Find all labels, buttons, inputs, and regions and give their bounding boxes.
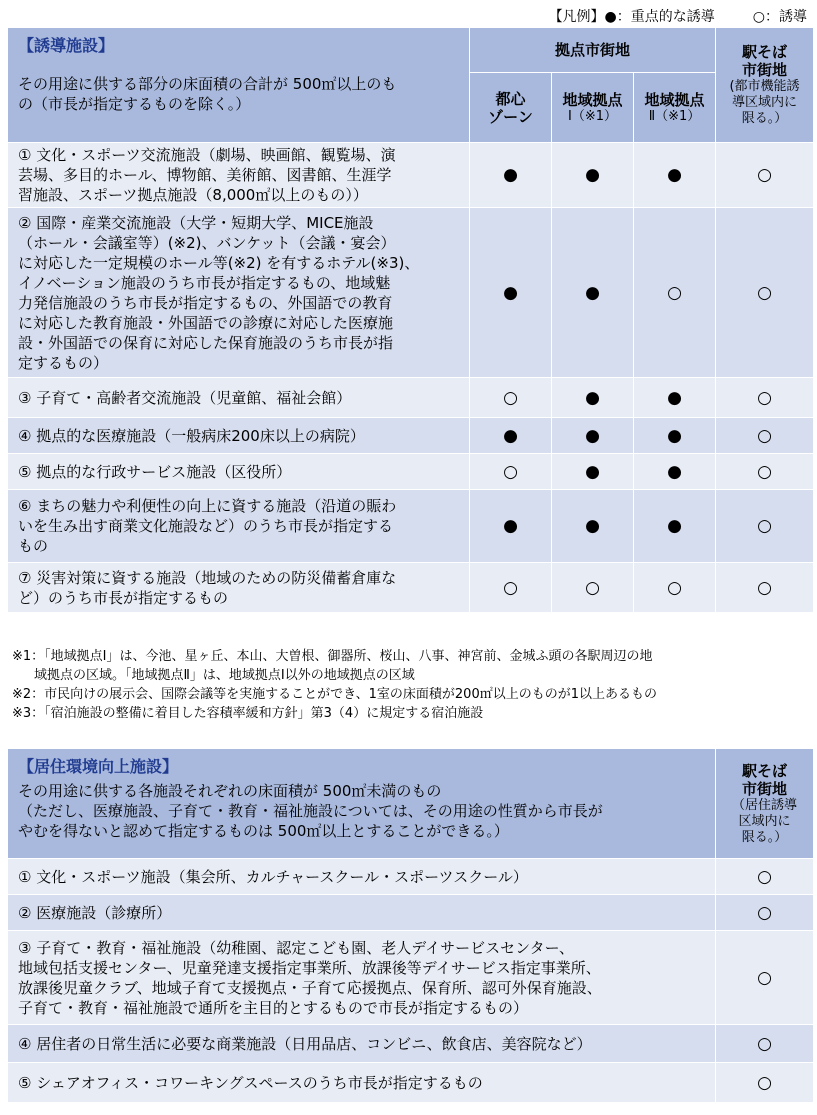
description-line: ③ 子育て・高齢者交流施設（児童館、福祉会館）: [18, 388, 352, 407]
priority-induction-mark: ●: [470, 418, 552, 454]
living-env-row: [8, 931, 814, 1025]
induction-mark: ○: [470, 454, 552, 490]
priority-induction-mark: ●: [552, 418, 634, 454]
induction-row: [8, 454, 814, 490]
description-line: ① 文化・スポーツ交流施設（劇場、映画館、観覧場、演: [18, 146, 396, 164]
description-line: 子育て・教育・福祉施設で通所を主目的とするもので市長が指定するもの）: [18, 998, 529, 1017]
induction-mark: ○: [716, 895, 814, 931]
group-header-hub: 拠点市街地: [470, 28, 716, 73]
priority-induction-mark: ●: [470, 143, 552, 208]
description-line: に対応した一定規模のホール等(※2) を有するホテル(※3)、: [18, 253, 420, 272]
description-line: 放課後児童クラブ、地域子育て支援拠点・子育て応援拠点、保育所、認可外保育施設、: [18, 978, 602, 997]
col-header-toshin: 都心 ゾーン: [470, 73, 552, 143]
induction-mark: ○: [470, 378, 552, 418]
induction-mark: ○: [552, 563, 634, 613]
section2-header: [8, 749, 716, 859]
description-line: に対応した教育施設・外国語での診療に対応した医療施: [18, 313, 394, 332]
facility-description: [8, 454, 470, 490]
description-line: ② 医療施設（診療所）: [18, 903, 172, 922]
note-1a: ※1：「地域拠点Ⅰ」は、今池、星ヶ丘、本山、大曽根、御器所、桜山、八事、神宮前、金城ふ頭の各駅周辺の地: [12, 649, 653, 664]
induction-mark: ○: [634, 208, 716, 378]
description-line: 芸場、多目的ホール、博物館、美術館、図書館、生涯学: [18, 166, 392, 184]
facility-description: [8, 418, 470, 454]
description-line: （ホール・会議室等）(※2)、バンケット（会議・宴会）: [18, 233, 396, 252]
description-line: ⑥ まちの魅力や利便性の向上に資する施設（沿道の賑わ: [18, 497, 397, 515]
footnotes: [12, 647, 807, 723]
section2-desc-line3: やむを得ないと認めて指定するものは 500㎡以上とすることができる。）: [18, 822, 509, 840]
description-line: もの: [18, 537, 49, 555]
living-env-row: [8, 859, 814, 895]
description-line: 設・外国語での保育に対応した保育施設のうち市長が指: [18, 333, 394, 352]
priority-induction-mark: ●: [634, 418, 716, 454]
living-environment-table: [7, 748, 814, 1103]
description-line: イノベーション施設のうち市長が指定するもの、地域魅: [18, 273, 391, 292]
facility-description: [8, 1025, 716, 1063]
living-env-row: [8, 1025, 814, 1063]
induction-facilities-table: [7, 27, 814, 613]
living-env-row: [8, 1063, 814, 1103]
facility-description: [8, 563, 470, 613]
description-line: ③ 子育て・教育・福祉施設（幼稚園、認定こども園、老人デイサービスセンター、: [18, 938, 574, 957]
facility-description: [8, 895, 716, 931]
induction-mark: ○: [716, 208, 814, 378]
section2-desc-line1: その用途に供する各施設それぞれの床面積が 500㎡未満のもの: [18, 782, 442, 800]
description-line: ④ 居住者の日常生活に必要な商業施設（日用品店、コンビニ、飲食店、美容院など）: [18, 1034, 592, 1053]
priority-induction-mark: ●: [470, 208, 552, 378]
priority-induction-mark: ●: [470, 490, 552, 563]
induction-row: [8, 563, 814, 613]
description-line: 力発信施設のうち市長が指定するもの、外国語での教育: [18, 293, 393, 312]
legend: [549, 6, 807, 26]
note-3: ※3：「宿泊施設の整備に着目した容積率緩和方針」第3（4）に規定する宿泊施設: [12, 706, 484, 721]
priority-induction-mark: ●: [552, 490, 634, 563]
section1-title: 【誘導施設】: [18, 36, 115, 55]
description-line: ど）のうち市長が指定するもの: [18, 588, 229, 607]
induction-row: [8, 208, 814, 378]
description-line: ④ 拠点的な医療施設（一般病床200床以上の病院）: [18, 426, 365, 445]
induction-mark: ○: [716, 490, 814, 563]
description-line: いを生み出す商業文化施設など）のうち市長が指定する: [18, 517, 394, 535]
col-header-eki-2: 駅そば 市街地 （居住誘導 区域内に 限る。）: [716, 749, 814, 859]
facility-description: [8, 143, 470, 208]
description-line: 習施設、スポーツ拠点施設（8,000㎡以上のもの））: [18, 186, 368, 204]
facility-description: [8, 490, 470, 563]
induction-row: [8, 378, 814, 418]
induction-row: [8, 490, 814, 563]
priority-induction-mark: ●: [634, 143, 716, 208]
priority-induction-mark: ●: [552, 208, 634, 378]
facility-description: [8, 1063, 716, 1103]
facility-description: [8, 378, 470, 418]
col-header-chiiki1: 地域拠点 Ⅰ（※1）: [552, 73, 634, 143]
induction-mark: ○: [716, 418, 814, 454]
section1-header: [8, 28, 470, 143]
facility-description: [8, 931, 716, 1025]
description-line: ⑦ 災害対策に資する施設（地域のための防災備蓄倉庫な: [18, 568, 397, 587]
priority-induction-mark: ●: [552, 378, 634, 418]
section1-desc-line1: その用途に供する部分の床面積の合計が 500㎡以上のも: [18, 75, 397, 93]
legend-primary: 【凡例】●：重点的な誘導: [548, 9, 715, 25]
col-header-chiiki2: 地域拠点 Ⅱ（※1）: [634, 73, 716, 143]
description-line: ⑤ シェアオフィス・コワーキングスペースのうち市長が指定するもの: [18, 1073, 483, 1092]
induction-mark: ○: [716, 1063, 814, 1103]
priority-induction-mark: ●: [634, 378, 716, 418]
section2-desc-line2: （ただし、医療施設、子育て・教育・福祉施設については、その用途の性質から市長が: [18, 802, 603, 820]
note-2: ※2：市民向けの展示会、国際会議等を実施することができ、1室の床面積が200㎡以上のものが1以上あるもの: [12, 687, 657, 702]
induction-mark: ○: [470, 563, 552, 613]
priority-induction-mark: ●: [634, 490, 716, 563]
legend-secondary: ○：誘導: [752, 9, 807, 25]
section1-desc-line2: の（市長が指定するものを除く。）: [18, 95, 251, 113]
induction-mark: ○: [634, 563, 716, 613]
induction-mark: ○: [716, 143, 814, 208]
priority-induction-mark: ●: [552, 454, 634, 490]
induction-mark: ○: [716, 859, 814, 895]
section2-title: 【居住環境向上施設】: [18, 757, 179, 776]
description-line: ① 文化・スポーツ施設（集会所、カルチャースクール・スポーツスクール）: [18, 867, 528, 886]
priority-induction-mark: ●: [634, 454, 716, 490]
living-env-row: [8, 895, 814, 931]
induction-row: [8, 143, 814, 208]
facility-description: [8, 208, 470, 378]
description-line: 地域包括支援センター、児童発達支援指定事業所、放課後等デイサービス指定事業所、: [18, 958, 601, 977]
induction-mark: ○: [716, 1025, 814, 1063]
description-line: ⑤ 拠点的な行政サービス施設（区役所）: [18, 462, 292, 481]
col-header-eki: 駅そば 市街地 (都市機能誘 導区域内に 限る。）: [716, 28, 814, 143]
induction-mark: ○: [716, 378, 814, 418]
description-line: ② 国際・産業交流施設（大学・短期大学、MICE施設: [18, 213, 374, 232]
facility-description: [8, 859, 716, 895]
induction-row: [8, 418, 814, 454]
priority-induction-mark: ●: [552, 143, 634, 208]
induction-mark: ○: [716, 931, 814, 1025]
description-line: 定するもの）: [18, 353, 109, 372]
induction-mark: ○: [716, 563, 814, 613]
induction-mark: ○: [716, 454, 814, 490]
note-1b: 域拠点の区域。「地域拠点Ⅱ」は、地域拠点Ⅰ以外の地域拠点の区域: [34, 668, 415, 683]
